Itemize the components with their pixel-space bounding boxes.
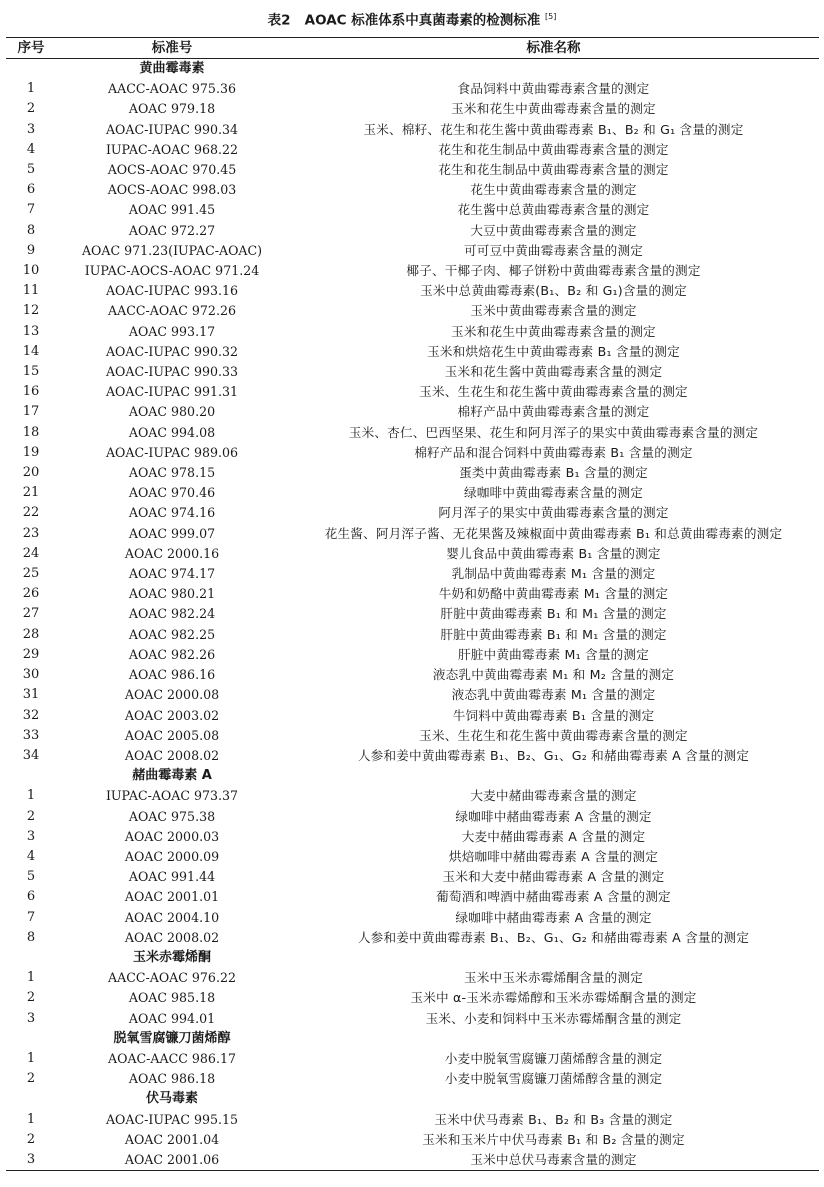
row-index: 10 bbox=[22, 263, 40, 279]
standard-name: 花生和花生制品中黄曲霉毒素含量的测定 bbox=[438, 141, 669, 157]
group-spacer bbox=[288, 1029, 819, 1049]
standard-number: AOAC 986.18 bbox=[128, 1071, 216, 1087]
row-index: 6 bbox=[26, 182, 36, 198]
table-row bbox=[6, 261, 819, 281]
row-index: 8 bbox=[26, 222, 36, 238]
row-index: 2 bbox=[26, 1071, 36, 1087]
row-index: 22 bbox=[22, 505, 40, 521]
standard-name: 棉籽产品中黄曲霉毒素含量的测定 bbox=[457, 404, 650, 420]
standard-number: AOAC-AACC 986.17 bbox=[108, 1050, 236, 1066]
group-row bbox=[6, 766, 819, 786]
table-row bbox=[6, 827, 819, 847]
table-row bbox=[6, 867, 819, 887]
row-index: 7 bbox=[26, 909, 36, 925]
group-spacer bbox=[288, 59, 819, 80]
table-row bbox=[6, 1130, 819, 1150]
group-title: 赭曲霉毒素 A bbox=[132, 768, 212, 784]
table-row bbox=[6, 342, 819, 362]
standard-name: 烘焙咖啡中赭曲霉毒素 A 含量的测定 bbox=[448, 848, 659, 864]
table-row bbox=[6, 503, 819, 523]
standard-name: 玉米和玉米片中伏马毒素 B₁ 和 B₂ 含量的测定 bbox=[422, 1131, 685, 1147]
caption-label: 表2 bbox=[267, 12, 291, 29]
standard-number: AOAC 974.17 bbox=[128, 566, 216, 582]
table-row bbox=[6, 1150, 819, 1171]
standard-number: AOAC 2001.01 bbox=[124, 889, 220, 905]
table-row bbox=[6, 625, 819, 645]
caption-text: AOAC 标准体系中真菌毒素的检测标准 bbox=[304, 12, 541, 29]
table-row bbox=[6, 443, 819, 463]
standard-number: AOAC 2003.02 bbox=[124, 707, 220, 723]
table-caption bbox=[0, 6, 824, 32]
row-index: 19 bbox=[22, 444, 40, 460]
row-index: 5 bbox=[26, 869, 36, 885]
table-row bbox=[6, 1110, 819, 1130]
group-row bbox=[6, 1089, 819, 1109]
row-index: 1 bbox=[26, 1111, 36, 1127]
standard-name: 肝脏中黄曲霉毒素 M₁ 含量的测定 bbox=[457, 646, 650, 662]
row-index: 1 bbox=[26, 970, 36, 986]
table-row bbox=[6, 241, 819, 261]
table-row bbox=[6, 140, 819, 160]
row-index: 1 bbox=[26, 1050, 36, 1066]
table-row bbox=[6, 544, 819, 564]
row-index: 31 bbox=[22, 687, 40, 703]
table-row bbox=[6, 1049, 819, 1069]
table-row bbox=[6, 988, 819, 1008]
row-index: 3 bbox=[26, 828, 36, 844]
table-row bbox=[6, 604, 819, 624]
table-row bbox=[6, 1069, 819, 1089]
table-row bbox=[6, 221, 819, 241]
standard-number: AOAC 980.21 bbox=[128, 586, 216, 602]
standard-number: AOAC 2000.08 bbox=[124, 687, 220, 703]
row-index: 4 bbox=[26, 848, 36, 864]
row-index: 26 bbox=[22, 586, 40, 602]
row-index: 29 bbox=[22, 646, 40, 662]
table-body bbox=[6, 59, 819, 1171]
standard-name: 葡萄酒和啤酒中赭曲霉毒素 A 含量的测定 bbox=[436, 889, 671, 905]
table-row bbox=[6, 847, 819, 867]
standard-number: AOAC 980.20 bbox=[128, 404, 216, 420]
standard-name: 绿咖啡中赭曲霉毒素 A 含量的测定 bbox=[455, 808, 652, 824]
group-spacer bbox=[6, 1089, 56, 1109]
row-index: 11 bbox=[22, 283, 40, 299]
standard-name: 牛奶和奶酪中黄曲霉毒素 M₁ 含量的测定 bbox=[438, 586, 669, 602]
standard-number: AOAC 2001.06 bbox=[56, 1150, 288, 1171]
standard-name: 小麦中脱氧雪腐镰刀菌烯醇含量的测定 bbox=[444, 1050, 663, 1066]
standard-number: AOAC 982.26 bbox=[128, 646, 216, 662]
row-index: 1 bbox=[26, 788, 36, 804]
standard-number: AACC-AOAC 972.26 bbox=[108, 303, 236, 319]
table-row bbox=[6, 645, 819, 665]
row-index: 15 bbox=[22, 364, 40, 380]
standard-name: 乳制品中黄曲霉毒素 M₁ 含量的测定 bbox=[451, 566, 656, 582]
standard-name: 人参和姜中黄曲霉毒素 B₁、B₂、G₁、G₂ 和赭曲霉毒素 A 含量的测定 bbox=[357, 929, 750, 945]
standard-name: 玉米、棉籽、花生和花生酱中黄曲霉毒素 B₁、B₂ 和 G₁ 含量的测定 bbox=[363, 121, 744, 137]
standard-name: 婴儿食品中黄曲霉毒素 B₁ 含量的测定 bbox=[446, 545, 661, 561]
table-row bbox=[6, 786, 819, 806]
standard-number: AOAC 985.18 bbox=[128, 990, 216, 1006]
standard-number: AOCS-AOAC 998.03 bbox=[107, 182, 237, 198]
standard-name: 阿月浑子的果实中黄曲霉毒素含量的测定 bbox=[438, 505, 669, 521]
standard-name: 玉米、小麦和饲料中玉米赤霉烯酮含量的测定 bbox=[425, 1010, 682, 1026]
standard-name: 玉米和大麦中赭曲霉毒素 A 含量的测定 bbox=[442, 869, 665, 885]
group-spacer bbox=[6, 59, 56, 80]
row-index: 2 bbox=[26, 808, 36, 824]
standard-number: AOAC-IUPAC 993.16 bbox=[105, 283, 239, 299]
standard-name: 蛋类中黄曲霉毒素 B₁ 含量的测定 bbox=[459, 465, 648, 481]
standard-name: 绿咖啡中黄曲霉毒素含量的测定 bbox=[463, 485, 644, 501]
standard-name: 棉籽产品和混合饲料中黄曲霉毒素 B₁ 含量的测定 bbox=[414, 444, 693, 460]
standard-name: 食品饲料中黄曲霉毒素含量的测定 bbox=[457, 81, 650, 97]
table-row bbox=[6, 362, 819, 382]
table-row bbox=[6, 928, 819, 948]
row-index: 2 bbox=[26, 1131, 36, 1147]
table-row bbox=[6, 908, 819, 928]
standard-name: 人参和姜中黄曲霉毒素 B₁、B₂、G₁、G₂ 和赭曲霉毒素 A 含量的测定 bbox=[357, 747, 750, 763]
row-index: 20 bbox=[22, 465, 40, 481]
standard-name: 花生中黄曲霉毒素含量的测定 bbox=[470, 182, 637, 198]
standard-number: AOAC-IUPAC 990.34 bbox=[105, 121, 239, 137]
standard-name: 玉米、生花生和花生酱中黄曲霉毒素含量的测定 bbox=[419, 727, 688, 743]
standard-number: AOAC 994.01 bbox=[128, 1010, 216, 1026]
mycotoxin-standards-table bbox=[6, 37, 819, 1171]
standard-number: AACC-AOAC 975.36 bbox=[108, 81, 236, 97]
standard-number: AOAC 2001.04 bbox=[124, 1131, 220, 1147]
standard-number: AOAC 993.17 bbox=[128, 323, 216, 339]
row-index: 2 bbox=[26, 990, 36, 1006]
standard-name: 肝脏中黄曲霉毒素 B₁ 和 M₁ 含量的测定 bbox=[440, 626, 667, 642]
standard-number: AOAC-IUPAC 989.06 bbox=[105, 444, 239, 460]
standard-name: 玉米、生花生和花生酱中黄曲霉毒素含量的测定 bbox=[419, 384, 688, 400]
standard-number: AOAC-IUPAC 995.15 bbox=[105, 1111, 239, 1127]
standard-name: 玉米中 α-玉米赤霉烯醇和玉米赤霉烯酮含量的测定 bbox=[410, 990, 697, 1006]
group-row bbox=[6, 1029, 819, 1049]
row-index: 18 bbox=[22, 424, 40, 440]
standard-name: 花生和花生制品中黄曲霉毒素含量的测定 bbox=[438, 162, 669, 178]
row-index: 33 bbox=[22, 727, 40, 743]
standard-number: AOAC 971.23(IUPAC-AOAC) bbox=[81, 242, 263, 258]
group-spacer bbox=[288, 766, 819, 786]
standard-name: 玉米和花生中黄曲霉毒素含量的测定 bbox=[451, 101, 656, 117]
header-name: 标准名称 bbox=[288, 38, 819, 59]
standard-number: AOAC 2000.09 bbox=[124, 848, 220, 864]
standard-name: 可可豆中黄曲霉毒素含量的测定 bbox=[463, 242, 644, 258]
group-spacer bbox=[6, 766, 56, 786]
standard-name: 椰子、干椰子肉、椰子饼粉中黄曲霉毒素含量的测定 bbox=[406, 263, 701, 279]
row-index: 17 bbox=[22, 404, 40, 420]
table-row bbox=[6, 120, 819, 140]
table-row bbox=[6, 99, 819, 119]
standard-number: AOAC-IUPAC 991.31 bbox=[105, 384, 239, 400]
row-index: 4 bbox=[26, 141, 36, 157]
standard-number: AOAC-IUPAC 990.33 bbox=[105, 364, 239, 380]
row-index: 16 bbox=[22, 384, 40, 400]
group-spacer bbox=[6, 948, 56, 968]
row-index: 3 bbox=[26, 1010, 36, 1026]
table-row bbox=[6, 564, 819, 584]
group-row bbox=[6, 59, 819, 80]
group-title: 玉米赤霉烯酮 bbox=[132, 949, 211, 965]
standard-number: IUPAC-AOAC 973.37 bbox=[105, 788, 239, 804]
standard-name: 液态乳中黄曲霉毒素 M₁ 和 M₂ 含量的测定 bbox=[432, 667, 675, 683]
standard-name: 大麦中赭曲霉毒素含量的测定 bbox=[470, 788, 637, 804]
standard-number: AOAC 972.27 bbox=[128, 222, 216, 238]
caption-reference: [5] bbox=[545, 12, 557, 21]
table-row bbox=[6, 706, 819, 726]
standard-number: AOAC 970.46 bbox=[128, 485, 216, 501]
standard-name: 玉米中总黄曲霉毒素(B₁、B₂ 和 G₁)含量的测定 bbox=[420, 283, 687, 299]
group-title: 脱氧雪腐镰刀菌烯醇 bbox=[113, 1030, 231, 1046]
table-row bbox=[6, 180, 819, 200]
row-index: 23 bbox=[22, 525, 40, 541]
standard-number: AOAC 2005.08 bbox=[124, 727, 220, 743]
standard-number: AOAC 2008.02 bbox=[124, 747, 220, 763]
standard-name: 大豆中黄曲霉毒素含量的测定 bbox=[470, 222, 637, 238]
header-index: 序号 bbox=[6, 38, 56, 59]
standard-name: 玉米和烘焙花生中黄曲霉毒素 B₁ 含量的测定 bbox=[427, 343, 680, 359]
standard-number: AOAC 991.45 bbox=[128, 202, 216, 218]
standard-number: AOAC 2000.03 bbox=[124, 828, 220, 844]
standard-number: AOAC 991.44 bbox=[128, 869, 216, 885]
table-row bbox=[6, 1009, 819, 1029]
row-index: 34 bbox=[22, 747, 40, 763]
table-row bbox=[6, 301, 819, 321]
group-spacer bbox=[288, 1089, 819, 1109]
standard-name: 花生酱中总黄曲霉毒素含量的测定 bbox=[457, 202, 650, 218]
group-title: 黄曲霉毒素 bbox=[139, 61, 205, 76]
standard-number: AOAC 978.15 bbox=[128, 465, 216, 481]
row-index: 5 bbox=[26, 162, 36, 178]
standard-number: AOAC 982.24 bbox=[128, 606, 216, 622]
standard-name: 玉米、杏仁、巴西坚果、花生和阿月浑子的果实中黄曲霉毒素含量的测定 bbox=[348, 424, 759, 440]
standard-number: AOAC 975.38 bbox=[128, 808, 216, 824]
table-row bbox=[6, 322, 819, 342]
row-index: 25 bbox=[22, 566, 40, 582]
group-spacer bbox=[288, 948, 819, 968]
header-row bbox=[6, 38, 819, 59]
row-index: 1 bbox=[26, 81, 36, 97]
table-row bbox=[6, 79, 819, 99]
row-index: 7 bbox=[26, 202, 36, 218]
row-index: 9 bbox=[26, 242, 36, 258]
table-row bbox=[6, 281, 819, 301]
standard-name: 液态乳中黄曲霉毒素 M₁ 含量的测定 bbox=[451, 687, 656, 703]
row-index: 30 bbox=[22, 667, 40, 683]
table-row bbox=[6, 524, 819, 544]
standard-number: AOCS-AOAC 970.45 bbox=[107, 162, 237, 178]
standard-name: 玉米和花生中黄曲霉毒素含量的测定 bbox=[451, 323, 656, 339]
row-index: 32 bbox=[22, 707, 40, 723]
table-row bbox=[6, 746, 819, 766]
table-row bbox=[6, 685, 819, 705]
standard-number: IUPAC-AOCS-AOAC 971.24 bbox=[84, 263, 260, 279]
row-index: 27 bbox=[22, 606, 40, 622]
standard-name: 玉米中玉米赤霉烯酮含量的测定 bbox=[463, 970, 644, 986]
standard-name: 大麦中赭曲霉毒素 A 含量的测定 bbox=[461, 828, 646, 844]
row-index: 8 bbox=[26, 929, 36, 945]
row-index: 3 bbox=[6, 1150, 56, 1171]
table-row bbox=[6, 423, 819, 443]
table-row bbox=[6, 665, 819, 685]
standard-number: AOAC 999.07 bbox=[128, 525, 216, 541]
row-index: 2 bbox=[26, 101, 36, 117]
row-index: 24 bbox=[22, 545, 40, 561]
table-row bbox=[6, 402, 819, 422]
standard-name: 牛饲料中黄曲霉毒素 B₁ 含量的测定 bbox=[452, 707, 655, 723]
standard-name: 绿咖啡中赭曲霉毒素 A 含量的测定 bbox=[455, 909, 652, 925]
standard-name: 玉米中黄曲霉毒素含量的测定 bbox=[470, 303, 637, 319]
standard-number: AOAC 982.25 bbox=[128, 626, 216, 642]
standard-number: IUPAC-AOAC 968.22 bbox=[105, 141, 239, 157]
standard-number: AOAC 974.16 bbox=[128, 505, 216, 521]
standard-number: AOAC 2004.10 bbox=[124, 909, 220, 925]
group-spacer bbox=[6, 1029, 56, 1049]
standard-name: 肝脏中黄曲霉毒素 B₁ 和 M₁ 含量的测定 bbox=[440, 606, 667, 622]
table-row bbox=[6, 584, 819, 604]
standard-name: 玉米中伏马毒素 B₁、B₂ 和 B₃ 含量的测定 bbox=[434, 1111, 673, 1127]
table-row bbox=[6, 968, 819, 988]
table-row bbox=[6, 382, 819, 402]
group-row bbox=[6, 948, 819, 968]
row-index: 14 bbox=[22, 343, 40, 359]
table-row bbox=[6, 463, 819, 483]
table-row bbox=[6, 887, 819, 907]
standard-number: AACC-AOAC 976.22 bbox=[108, 970, 236, 986]
standard-number: AOAC 2000.16 bbox=[124, 545, 220, 561]
row-index: 21 bbox=[22, 485, 40, 501]
standard-name: 小麦中脱氧雪腐镰刀菌烯醇含量的测定 bbox=[444, 1071, 663, 1087]
standard-number: AOAC 994.08 bbox=[128, 424, 216, 440]
standard-number: AOAC 2008.02 bbox=[124, 929, 220, 945]
row-index: 3 bbox=[26, 121, 36, 137]
table-row bbox=[6, 200, 819, 220]
table-row bbox=[6, 807, 819, 827]
table-row bbox=[6, 160, 819, 180]
table-row bbox=[6, 726, 819, 746]
standard-name: 玉米和花生酱中黄曲霉毒素含量的测定 bbox=[444, 364, 663, 380]
standard-number: AOAC 986.16 bbox=[128, 667, 216, 683]
row-index: 12 bbox=[22, 303, 40, 319]
table-row bbox=[6, 483, 819, 503]
group-title: 伏马毒素 bbox=[145, 1091, 198, 1107]
header-standard: 标准号 bbox=[56, 38, 288, 59]
row-index: 13 bbox=[22, 323, 40, 339]
standard-name: 玉米中总伏马毒素含量的测定 bbox=[288, 1150, 819, 1171]
row-index: 28 bbox=[22, 626, 40, 642]
standard-number: AOAC-IUPAC 990.32 bbox=[105, 343, 239, 359]
standard-number: AOAC 979.18 bbox=[128, 101, 216, 117]
standard-name: 花生酱、阿月浑子酱、无花果酱及辣椒面中黄曲霉毒素 B₁ 和总黄曲霉毒素的测定 bbox=[324, 525, 783, 541]
row-index: 6 bbox=[26, 889, 36, 905]
